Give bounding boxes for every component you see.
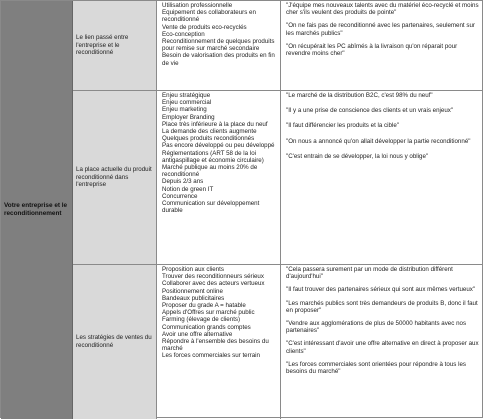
key-point-item: La demande des clients augmente: [162, 128, 257, 136]
key-points-cell: [157, 265, 281, 419]
key-point-item: Place très inférieure à la place du neuf: [162, 120, 268, 128]
key-point-item: Enjeu marketing: [162, 106, 207, 114]
quote-item: "Vendre aux agglomérations de plus de 50000 habitants avec nos partenaires": [286, 320, 467, 335]
key-point-item: Employer Branding: [162, 113, 215, 121]
quote-item: "Les marchés publics sont très demandeurs de produits B, donc il faut en proposer": [286, 299, 478, 314]
quote-item: "C'est entrain de se développer, la loi nous y oblige": [286, 152, 429, 160]
quote-item: "J'équipe mes nouveaux talents avec du matériel éco-recyclé et moins cher s'ils veulent des produits de pointe": [286, 2, 479, 17]
quotes-cell: [281, 1, 483, 90]
quotes-cell: [281, 265, 483, 419]
key-point-item: Trouver des reconditionneurs sérieux: [162, 273, 264, 281]
quote-item: "Il faut différencier les produits et la cible": [286, 122, 399, 130]
row-title-cell: [73, 265, 157, 419]
quote-item: "Les forces commerciales sont orientées pour répondre à tous les besoins du marché": [286, 360, 467, 376]
row-title-cell: [73, 1, 157, 90]
key-points-cell: [157, 91, 281, 264]
quotes-cell: [281, 91, 483, 264]
key-point-item: Communication grands comptes: [162, 323, 251, 331]
key-point-item: Farming (élevage de clients): [162, 316, 241, 324]
quote-item: "Cela passera surement par un mode de distribution différent d'aujourd'hui": [286, 266, 453, 281]
key-point-item: Utilisation professionnelle: [162, 2, 233, 9]
key-point-item: Notion de green IT: [162, 185, 214, 193]
quote-item: "On nous a annoncé qu'on allait développer la partie reconditionné": [286, 137, 471, 145]
table-row: [73, 1, 483, 91]
main-category-label: Votre entreprise et le reconditionnement: [4, 202, 68, 217]
quote-item: "Il faut trouver des partenaires sérieux qui sont aux mêmes vertueux": [286, 286, 476, 294]
row-title: Les stratégies de ventes du reconditionné: [76, 334, 152, 349]
key-point-item: Répondre à l'ensemble des besoins du marché: [162, 338, 269, 353]
key-point-item: Eco-conception: [162, 30, 205, 38]
key-points-cell: [157, 1, 281, 90]
key-point-item: Depuis 2/3 ans: [162, 178, 204, 186]
key-point-item: Réglementations (ART 58 de la loi antigaspillage et économie circulaire): [162, 149, 264, 164]
row-title: Le lien passé entre l'entreprise et le reconditionné: [76, 34, 129, 57]
key-point-item: Marché publique au moins 20% de reconditionné: [162, 164, 258, 179]
key-point-item: Reconditionnement de quelques produits pour remise sur marché secondaire: [162, 38, 275, 53]
key-point-item: Besoin de valorisation des produits en fin de vie: [162, 52, 275, 67]
quote-item: "Il y a une prise de conscience des clients et un vrais enjeux": [286, 107, 454, 115]
key-point-item: Collaborer avec des acteurs vertueux: [162, 280, 265, 288]
quote-item: "On ne fais pas de reconditionné avec les partenaires, seulement sur les marchés publics": [286, 22, 475, 37]
key-point-item: Positionnement online: [162, 287, 223, 295]
key-point-item: Les forces commerciales sur terrain: [162, 352, 260, 360]
main-category-cell: [1, 1, 73, 419]
key-point-item: Appels d'Offres sur marché public: [162, 309, 255, 317]
row-title-cell: [73, 91, 157, 264]
key-point-item: Bandeaux publicitaires: [162, 294, 225, 302]
quote-item: "C'est intéressant d'avoir une offre alternative en direct à proposer aux clients": [286, 340, 479, 355]
table-row: [73, 265, 483, 419]
key-point-item: Pas encore développé ou peu développé: [162, 142, 275, 150]
key-point-item: Equipement des collaborateurs en reconditionné: [162, 9, 256, 24]
quote-item: "On récupérait les PC abîmés à la livraison qu'on réparait pour revendre moins cher": [286, 42, 458, 58]
key-point-item: Concurrence: [162, 192, 198, 200]
table-row: [73, 91, 483, 265]
quote-item: "Le marché de la distribution B2C, c'est 98% du neuf": [286, 92, 433, 99]
key-point-item: Quelques produits reconditionnés: [162, 135, 255, 143]
key-point-item: Vente de produits eco-recyclés: [162, 23, 247, 31]
key-point-item: Enjeu stratégique: [162, 92, 211, 99]
key-point-item: Avoir une offre alternative: [162, 330, 233, 338]
row-title: La place actuelle du produit reconditionné dans l'entreprise: [76, 166, 152, 189]
key-point-item: Communication sur développement durable: [162, 200, 260, 215]
key-point-item: Enjeu commercial: [162, 99, 212, 107]
key-point-item: Proposer du grade A = hatable: [162, 302, 246, 310]
key-point-item: Proposition aux clients: [162, 266, 224, 273]
